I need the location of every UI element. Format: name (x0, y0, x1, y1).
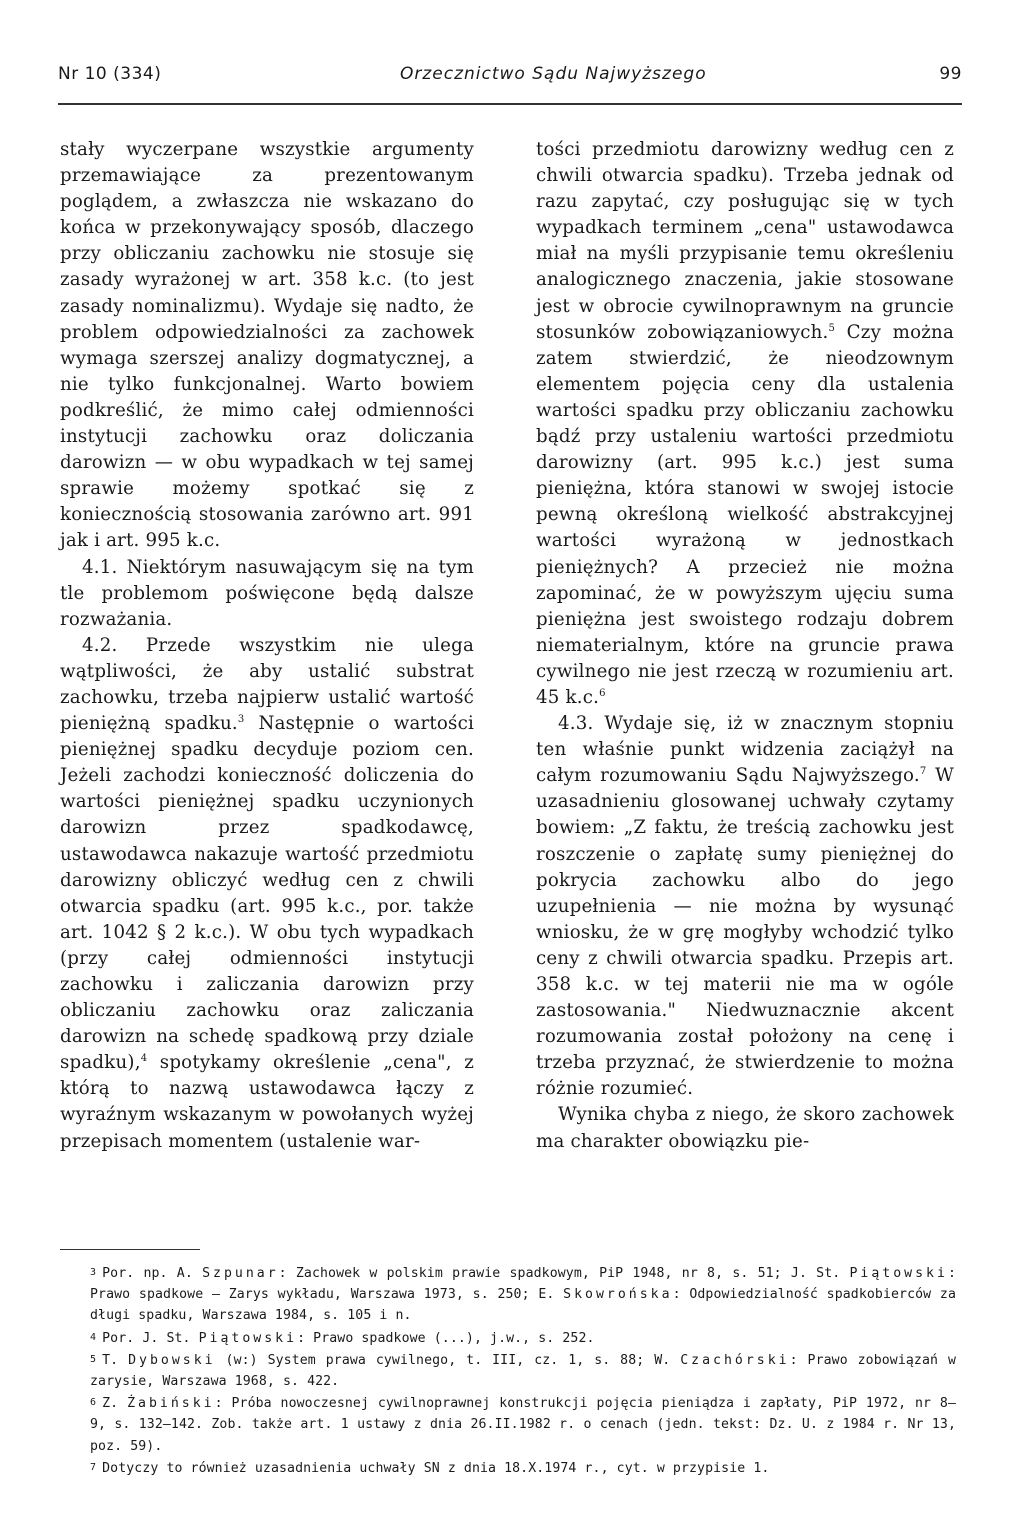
footnote-rule (60, 1249, 200, 1250)
paragraph-4-3: 4.3. Wydaje się, iż w znacznym stopniu ten właśnie punkt widzenia zaciążył na całym rozumowaniu Sądu Najwyższego.$^7$ W uzasadnieniu glosowanej uchwały czytamy bowiem: „Z faktu, że treścią zachowku jest roszczenie o zapłatę sumy pieniężnej do pokrycia zachowku albo do jego uzupełnienia — nie można by wysunąć wniosku, że w grę mogłyby wchodzić tylko ceny z chwili otwarcia spadku. Przepis art. 358 k.c. w tej materii nie ma w ogóle zastosowania." Niedwuznacznie akcent rozumowania został położony na cenę i trzeba przyznać, że stwierdzenie to można różnie rozumieć. (536, 713, 955, 1100)
footnotes (60, 1262, 956, 1479)
footnote-ref[interactable]: 6 (599, 687, 606, 699)
header-rule (58, 103, 962, 105)
journal-title: Orzecznictwo Sądu Najwyższego (400, 64, 707, 84)
paragraph-4-2: 4.2. Przede wszystkim nie ulega wątpliwości, że aby ustalić substrat zachowku, trzeba najpierw ustalić wartość pieniężną spadku.$^3$ Następnie o wartości pieniężnej spadku decyduje poziom cen. Jeżeli zachodzi konieczność doliczenia do wartości pieniężnej spadku uczynionych darowizn przez spadkodawcę, ustawodawca nakazuje wartość przedmiotu darowizny obliczyć według cen z chwili otwarcia spadku (art. 995 k.c., por. także art. 1042 § 2 k.c.). W obu tych wypadkach (przy całej odmienności instytucji zachowku i zaliczania darowizn przy obliczaniu zachowku oraz zaliczania darowizn na schedę spadkową przy dziale spadku),$^4$ spotykamy określenie „cena", z którą to nazwą ustawodawca łączy z wyraźnym wskazanym w powołanych wyżej przepisach momentem (ustalenie war- (60, 634, 474, 1152)
footnote-ref[interactable]: 3 (237, 714, 245, 726)
footnote-6: 6 Z. Żabiński: Próba nowoczesnej cywilnoprawnej konstrukcji pojęcia pieniądza i zapłaty, PiP 1972, nr 8—9, s. 132—142. Zob. także art. 1 ustawy z dnia 26.II.1982 r. o cenach (jedn. tekst: Dz. U. z 1984 r. Nr 13, poz. 59). (90, 1396, 956, 1454)
page-number: 99 (939, 64, 962, 84)
footnote-4: 4 Por. J. St. Piątowski: Prawo spadkowe (...), j.w., s. 252. (90, 1330, 595, 1346)
paragraph: Wynika chyba z niego, że skoro zachowek ma charakter obowiązku pie- (536, 1104, 954, 1152)
footnote-5: 5 T. Dybowski (w:) System prawa cywilnego, t. III, cz. 1, s. 88; W. Czachórski: Prawo zobowiązań w zarysie, Warszawa 1968, s. 422. (90, 1352, 956, 1390)
left-column (60, 137, 474, 1155)
running-header (58, 64, 962, 94)
paragraph: tości przedmiotu darowizny według cen z chwili otwarcia spadku). Trzeba jednak od razu zapytać, czy posługując się w tych wypadkach terminem „cena" ustawodawca miał na myśli przypisanie temu określeniu analogicznego znaczenia, jakie stosowane jest w obrocie cywilnoprawnym na gruncie stosunków zobowiązaniowych.$^5$ Czy można zatem stwierdzić, że nieodzownym elementem pojęcia ceny dla ustalenia wartości spadku przy obliczaniu zachowku bądź przy ustaleniu wartości przedmiotu darowizny (art. 995 k.c.) jest suma pieniężna, która stanowi w swojej istocie pewną określoną wielkość abstrakcyjnej wartości wyrażoną w jednostkach pieniężnych? A przecież nie można zapominać, że w powyższym ujęciu suma pieniężna jest swoistego rodzaju dobrem niematerialnym, które na gruncie prawa cywilnego nie jest rzeczą w rozumieniu art. 45 k.c.$^6$ (536, 139, 955, 708)
right-column (536, 137, 954, 1155)
paragraph-4-1: 4.1. Niektórym nasuwającym się na tym tle problemom poświęcone będą dalsze rozważania. (60, 556, 474, 630)
footnote-7: 7 Dotyczy to również uzasadnienia uchwały SN z dnia 18.X.1974 r., cyt. w przypisie 1. (90, 1460, 770, 1476)
footnote-ref[interactable]: 4 (140, 1053, 148, 1065)
footnote-ref[interactable]: 5 (828, 322, 836, 334)
issue-number: Nr 10 (334) (58, 64, 162, 84)
footnote-ref[interactable]: 7 (919, 766, 927, 778)
footnote-3: 3 Por. np. A. Szpunar: Zachowek w polskim prawie spadkowym, PiP 1948, nr 8, s. 51; J. St. Piątowski: Prawo spadkowe — Zarys wykładu, Warszawa 1973, s. 250; E. Skowrońska: Odpowiedzialność spadkobierców za długi spadku, Warszawa 1984, s. 105 i n. (90, 1266, 957, 1324)
paragraph: stały wyczerpane wszystkie argumenty przemawiające za prezentowanym poglądem, a zwłaszcza nie wskazano do końca w przekonywający sposób, dlaczego przy obliczaniu zachowku nie stosuje się zasady wyrażonej w art. 358 k.c. (to jest zasady nominalizmu). Wydaje się nadto, że problem odpowiedzialności za zachowek wymaga szerszej analizy dogmatycznej, a nie tylko funkcjonalnej. Warto bowiem podkreślić, że mimo całej odmienności instytucji zachowku oraz doliczania darowizn — w obu wypadkach w tej samej sprawie możemy spotkać się z koniecznością stosowania zarówno art. 991 jak i art. 995 k.c. (60, 139, 474, 552)
